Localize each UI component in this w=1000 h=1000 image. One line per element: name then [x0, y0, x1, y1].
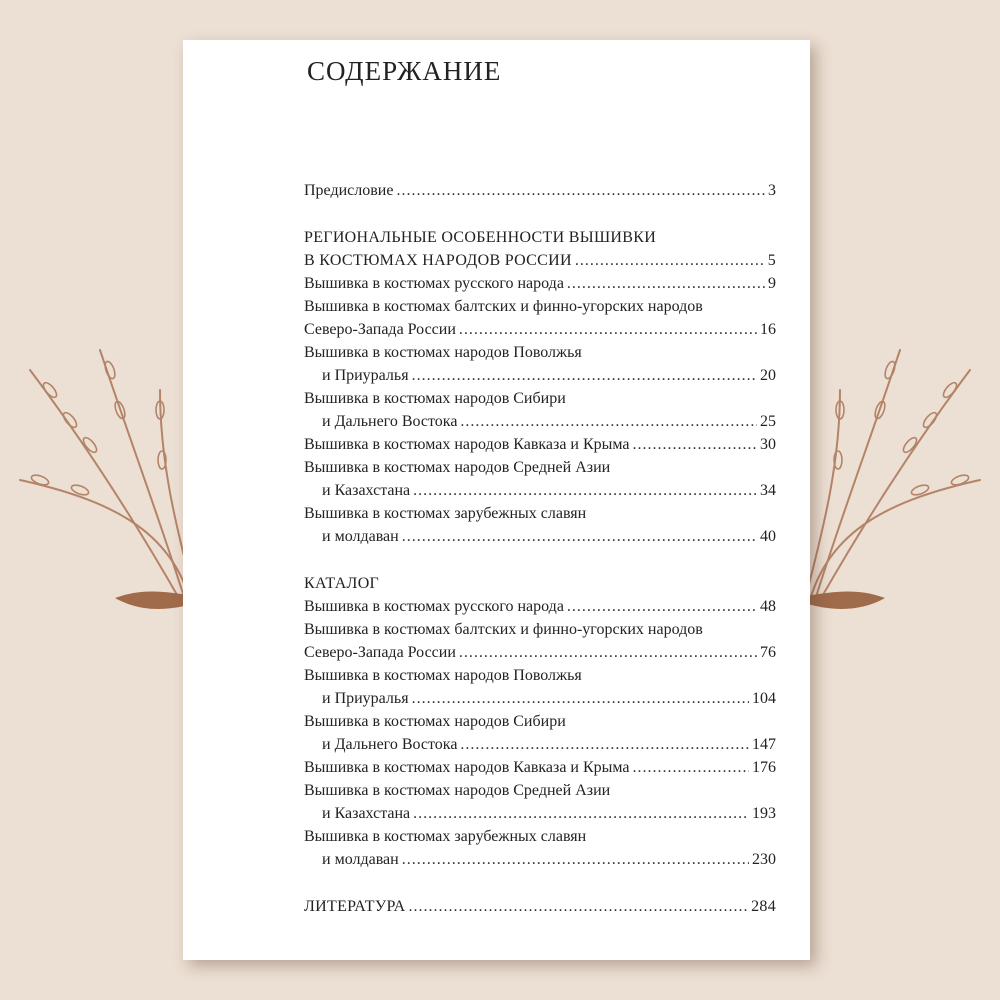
toc-entry-label: Северо-Запада России — [304, 321, 456, 338]
toc-entry-label: Предисловие — [304, 182, 394, 199]
toc-page-number: 147 — [752, 736, 776, 753]
toc-entry-label: и молдаван — [322, 528, 399, 545]
toc-entry — [304, 779, 776, 802]
toc-entry-label: Вышивка в костюмах народов Кавказа и Крыма — [304, 436, 630, 453]
toc-entry-continued — [304, 848, 776, 871]
toc-entry-label: Вышивка в костюмах народов Сибири — [304, 713, 566, 730]
dot-leader — [460, 733, 749, 756]
toc-entry — [304, 756, 776, 779]
toc-entry-continued — [304, 802, 776, 825]
book-page — [183, 40, 810, 960]
section-heading-regional — [304, 226, 776, 249]
toc-entry-label: и Дальнего Востока — [322, 413, 458, 430]
toc-entry-continued — [304, 641, 776, 664]
toc-page-number: 76 — [760, 644, 776, 661]
table-of-contents — [304, 179, 776, 918]
toc-entry-label: Вышивка в костюмах русского народа — [304, 598, 564, 615]
toc-page-number: 284 — [751, 898, 776, 915]
toc-entry-label: и Дальнего Востока — [322, 736, 458, 753]
toc-entry — [304, 595, 776, 618]
toc-entry-label: Вышивка в костюмах народов Поволжья — [304, 344, 582, 361]
toc-entry-label: Вышивка в костюмах народов Средней Азии — [304, 782, 611, 799]
section-heading-line2: В КОСТЮМАХ НАРОДОВ РОССИИ — [304, 252, 572, 269]
dot-leader — [412, 364, 757, 387]
toc-entry-label: и Приуралья — [322, 367, 409, 384]
toc-entry-label: Северо-Запада России — [304, 644, 456, 661]
dot-leader — [408, 895, 748, 918]
toc-entry-label: Вышивка в костюмах народов Сибири — [304, 390, 566, 407]
toc-page-number: 3 — [768, 182, 776, 199]
toc-entry-label: Вышивка в костюмах балтских и финно-угорских народов — [304, 621, 703, 638]
toc-entry-label: и молдаван — [322, 851, 399, 868]
toc-entry-continued — [304, 364, 776, 387]
dot-leader — [460, 410, 757, 433]
toc-entry-label: Вышивка в костюмах народов Поволжья — [304, 667, 582, 684]
toc-entry-continued — [304, 525, 776, 548]
toc-entry-continued — [304, 733, 776, 756]
toc-entry-continued — [304, 410, 776, 433]
dot-leader — [459, 641, 757, 664]
willow-branch-right-icon — [780, 330, 990, 630]
dot-leader — [413, 479, 757, 502]
toc-entry-continued — [304, 318, 776, 341]
toc-page-number: 193 — [752, 805, 776, 822]
toc-entry — [304, 825, 776, 848]
dot-leader — [459, 318, 757, 341]
toc-entry-literature — [304, 895, 776, 918]
toc-page-number: 5 — [767, 252, 776, 269]
toc-page-number: 30 — [760, 436, 776, 453]
toc-page-number: 25 — [760, 413, 776, 430]
dot-leader — [633, 756, 749, 779]
toc-entry-label: и Казахстана — [322, 482, 411, 499]
toc-entry-label: Вышивка в костюмах балтских и финно-угорских народов — [304, 298, 703, 315]
dot-leader — [567, 272, 765, 295]
toc-entry-label: Вышивка в костюмах зарубежных славян — [304, 828, 587, 845]
dot-leader — [575, 249, 765, 272]
toc-entry-label: Вышивка в костюмах народов Средней Азии — [304, 459, 611, 476]
toc-entry-label: Вышивка в костюмах русского народа — [304, 275, 564, 292]
toc-entry — [304, 341, 776, 364]
section-heading-line1: РЕГИОНАЛЬНЫЕ ОСОБЕННОСТИ ВЫШИВКИ — [304, 229, 657, 246]
toc-entry — [304, 272, 776, 295]
toc-page-number: 16 — [760, 321, 776, 338]
toc-entry — [304, 456, 776, 479]
toc-entry — [304, 387, 776, 410]
page-title: СОДЕРЖАНИЕ — [307, 56, 502, 86]
toc-entry — [304, 502, 776, 525]
dot-leader — [402, 525, 757, 548]
toc-entry-label: и Приуралья — [322, 690, 409, 707]
section-heading-regional-line2 — [304, 249, 776, 272]
toc-page-number: 40 — [760, 528, 776, 545]
toc-entry — [304, 618, 776, 641]
dot-leader — [633, 433, 757, 456]
toc-entry-label: и Казахстана — [322, 805, 411, 822]
section-heading: КАТАЛОГ — [304, 575, 380, 592]
toc-page-number: 34 — [760, 482, 776, 499]
toc-page-number: 20 — [760, 367, 776, 384]
toc-entry-label: Вышивка в костюмах зарубежных славян — [304, 505, 587, 522]
dot-leader — [402, 848, 749, 871]
dot-leader — [396, 179, 765, 202]
toc-page-number: 176 — [752, 759, 776, 776]
toc-entry-continued — [304, 479, 776, 502]
dot-leader — [567, 595, 757, 618]
toc-entry-label: ЛИТЕРАТУРА — [304, 898, 406, 915]
toc-page-number: 230 — [752, 851, 776, 868]
toc-page-number: 104 — [752, 690, 776, 707]
toc-page-number: 48 — [760, 598, 776, 615]
toc-entry-label: Вышивка в костюмах народов Кавказа и Крыма — [304, 759, 630, 776]
toc-page-number: 9 — [768, 275, 776, 292]
toc-entry — [304, 710, 776, 733]
section-heading-catalog — [304, 572, 776, 595]
toc-entry — [304, 433, 776, 456]
toc-entry-continued — [304, 687, 776, 710]
dot-leader — [412, 687, 749, 710]
toc-entry-preface — [304, 179, 776, 202]
toc-entry — [304, 295, 776, 318]
toc-entry — [304, 664, 776, 687]
dot-leader — [413, 802, 749, 825]
